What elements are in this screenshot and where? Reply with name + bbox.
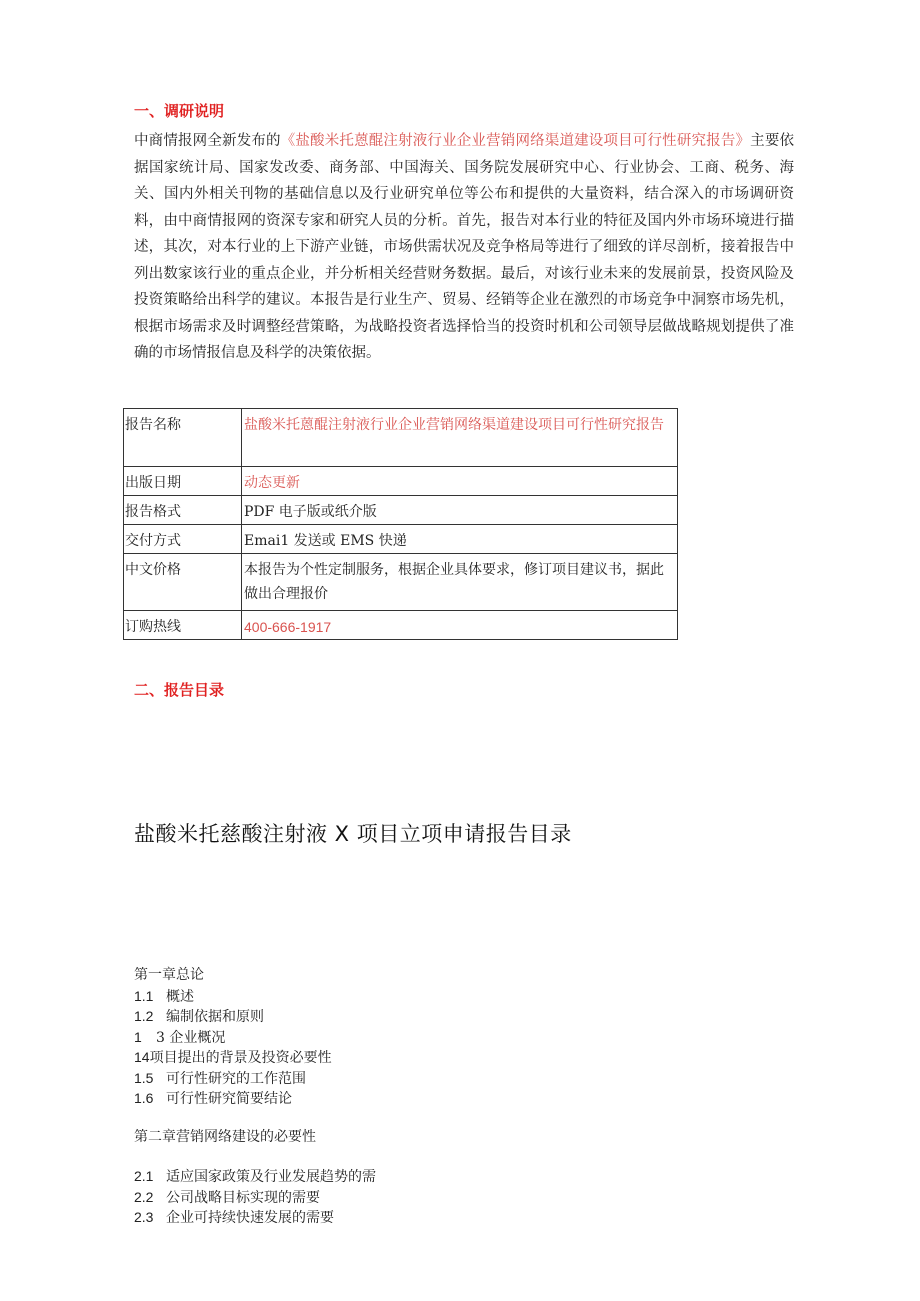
toc-num: 2.1 xyxy=(134,1168,154,1184)
toc-line[interactable] xyxy=(134,1088,332,1109)
toc-num: 1.2 xyxy=(134,1008,154,1024)
toc-line[interactable]: 第二章营销网络建设的必要性 xyxy=(134,1129,316,1145)
toc-line[interactable] xyxy=(134,1047,332,1068)
row-value: 动态更新 xyxy=(242,467,678,496)
toc-line-text: 公司战略目标实现的需要 xyxy=(166,1189,320,1206)
hotline-value[interactable]: 400-666-1917 xyxy=(242,611,678,640)
report-info-table xyxy=(123,408,678,640)
row-key: 报告格式 xyxy=(124,496,242,525)
row-value: 本报告为个性定制服务，根据企业具体要求，修订项目建议书，据此做出合理报价 xyxy=(242,554,678,611)
toc-line-text: 可行性研究的工作范围 xyxy=(166,1070,306,1087)
toc-line[interactable] xyxy=(134,1027,332,1048)
toc-line[interactable] xyxy=(134,986,332,1007)
table-row xyxy=(124,467,678,496)
toc-line[interactable] xyxy=(134,1166,376,1187)
section1-heading: 一、调研说明 xyxy=(134,102,225,120)
toc-line-text: 编制依据和原则 xyxy=(166,1009,264,1025)
toc-line[interactable] xyxy=(134,1207,376,1228)
row-key: 订购热线 xyxy=(124,611,242,640)
row-value: PDF 电子版或纸介版 xyxy=(242,496,678,525)
intro-paragraph xyxy=(134,128,794,367)
toc-chapter1 xyxy=(134,965,332,1109)
toc-num: 1 xyxy=(134,1028,142,1045)
row-key: 出版日期 xyxy=(124,467,242,496)
toc-line-text: 概述 xyxy=(166,988,194,1005)
toc-num: 14 xyxy=(134,1049,150,1065)
table-row xyxy=(124,496,678,525)
row-key: 报告名称 xyxy=(124,409,242,467)
toc-num: 2.3 xyxy=(134,1209,154,1225)
toc-line[interactable] xyxy=(134,965,332,986)
table-row xyxy=(124,525,678,554)
toc-line-text: 企业可持续快速发展的需要 xyxy=(166,1210,334,1226)
intro-report-title[interactable]: 《盐酸米托蒽醌注射液行业企业营销网络渠道建设项目可行性研究报告》 xyxy=(280,133,751,149)
toc-num: 2.2 xyxy=(134,1188,154,1205)
row-key: 中文价格 xyxy=(124,554,242,611)
row-key: 交付方式 xyxy=(124,525,242,554)
row-value: Emai1 发送或 EMS 快递 xyxy=(242,525,678,554)
section2-heading: 二、报告目录 xyxy=(134,681,225,699)
intro-body: 主要依据国家统计局、国家发改委、商务部、中国海关、国务院发展研究中心、行业协会、工商、税务、海关、国内外相关刊物的基础信息以及行业研究单位等公布和提供的大量资料，结合深入的市场调研资料，由中商情报网的资深专家和研究人员的分析。首先，报告对本行业的特征及国内外市场环境进行描述，其次，对本行业的上下游产业链，市场供需状况及竞争格局等进行了细致的详尽剖析，接着报告中列出数家该行业的重点企业，并分析相关经营财务数据。最后，对该行业未来的发展前景，投资风险及投资策略给出科学的建议。本报告是行业生产、贸易、经销等企业在激烈的市场竞争中洞察市场先机，根据市场需求及时调整经营策略，为战略投资者选择恰当的投资时机和公司领导层做战略规划提供了准确的市场情报信息及科学的决策依据。 xyxy=(134,133,795,361)
toc-line[interactable] xyxy=(134,1068,332,1089)
toc-line-text: 3 企业概况 xyxy=(156,1029,226,1046)
row-value[interactable]: 盐酸米托蒽醌注射液行业企业营销网络渠道建设项目可行性研究报告 xyxy=(242,409,678,467)
toc-num: 1.5 xyxy=(134,1069,154,1086)
toc-line-text: 项目提出的背景及投资必要性 xyxy=(149,1050,332,1066)
toc-line-text: 可行性研究简要结论 xyxy=(166,1091,292,1107)
table-row xyxy=(124,409,678,467)
intro-prefix: 中商情报网全新发布的 xyxy=(134,133,281,149)
toc-line-text: 第一章总论 xyxy=(134,967,204,983)
document-title: 盐酸米托慈酸注射液 X 项目立项申请报告目录 xyxy=(134,822,572,846)
table-row xyxy=(124,611,678,640)
toc-chapter2-heading xyxy=(134,1127,316,1148)
toc-line-text: 适应国家政策及行业发展趋势的需 xyxy=(166,1169,376,1185)
toc-chapter2 xyxy=(134,1166,376,1228)
toc-line[interactable] xyxy=(134,1187,376,1208)
toc-num: 1.1 xyxy=(134,987,154,1004)
table-row xyxy=(124,554,678,611)
toc-num: 1.6 xyxy=(134,1090,154,1106)
toc-line[interactable] xyxy=(134,1006,332,1027)
